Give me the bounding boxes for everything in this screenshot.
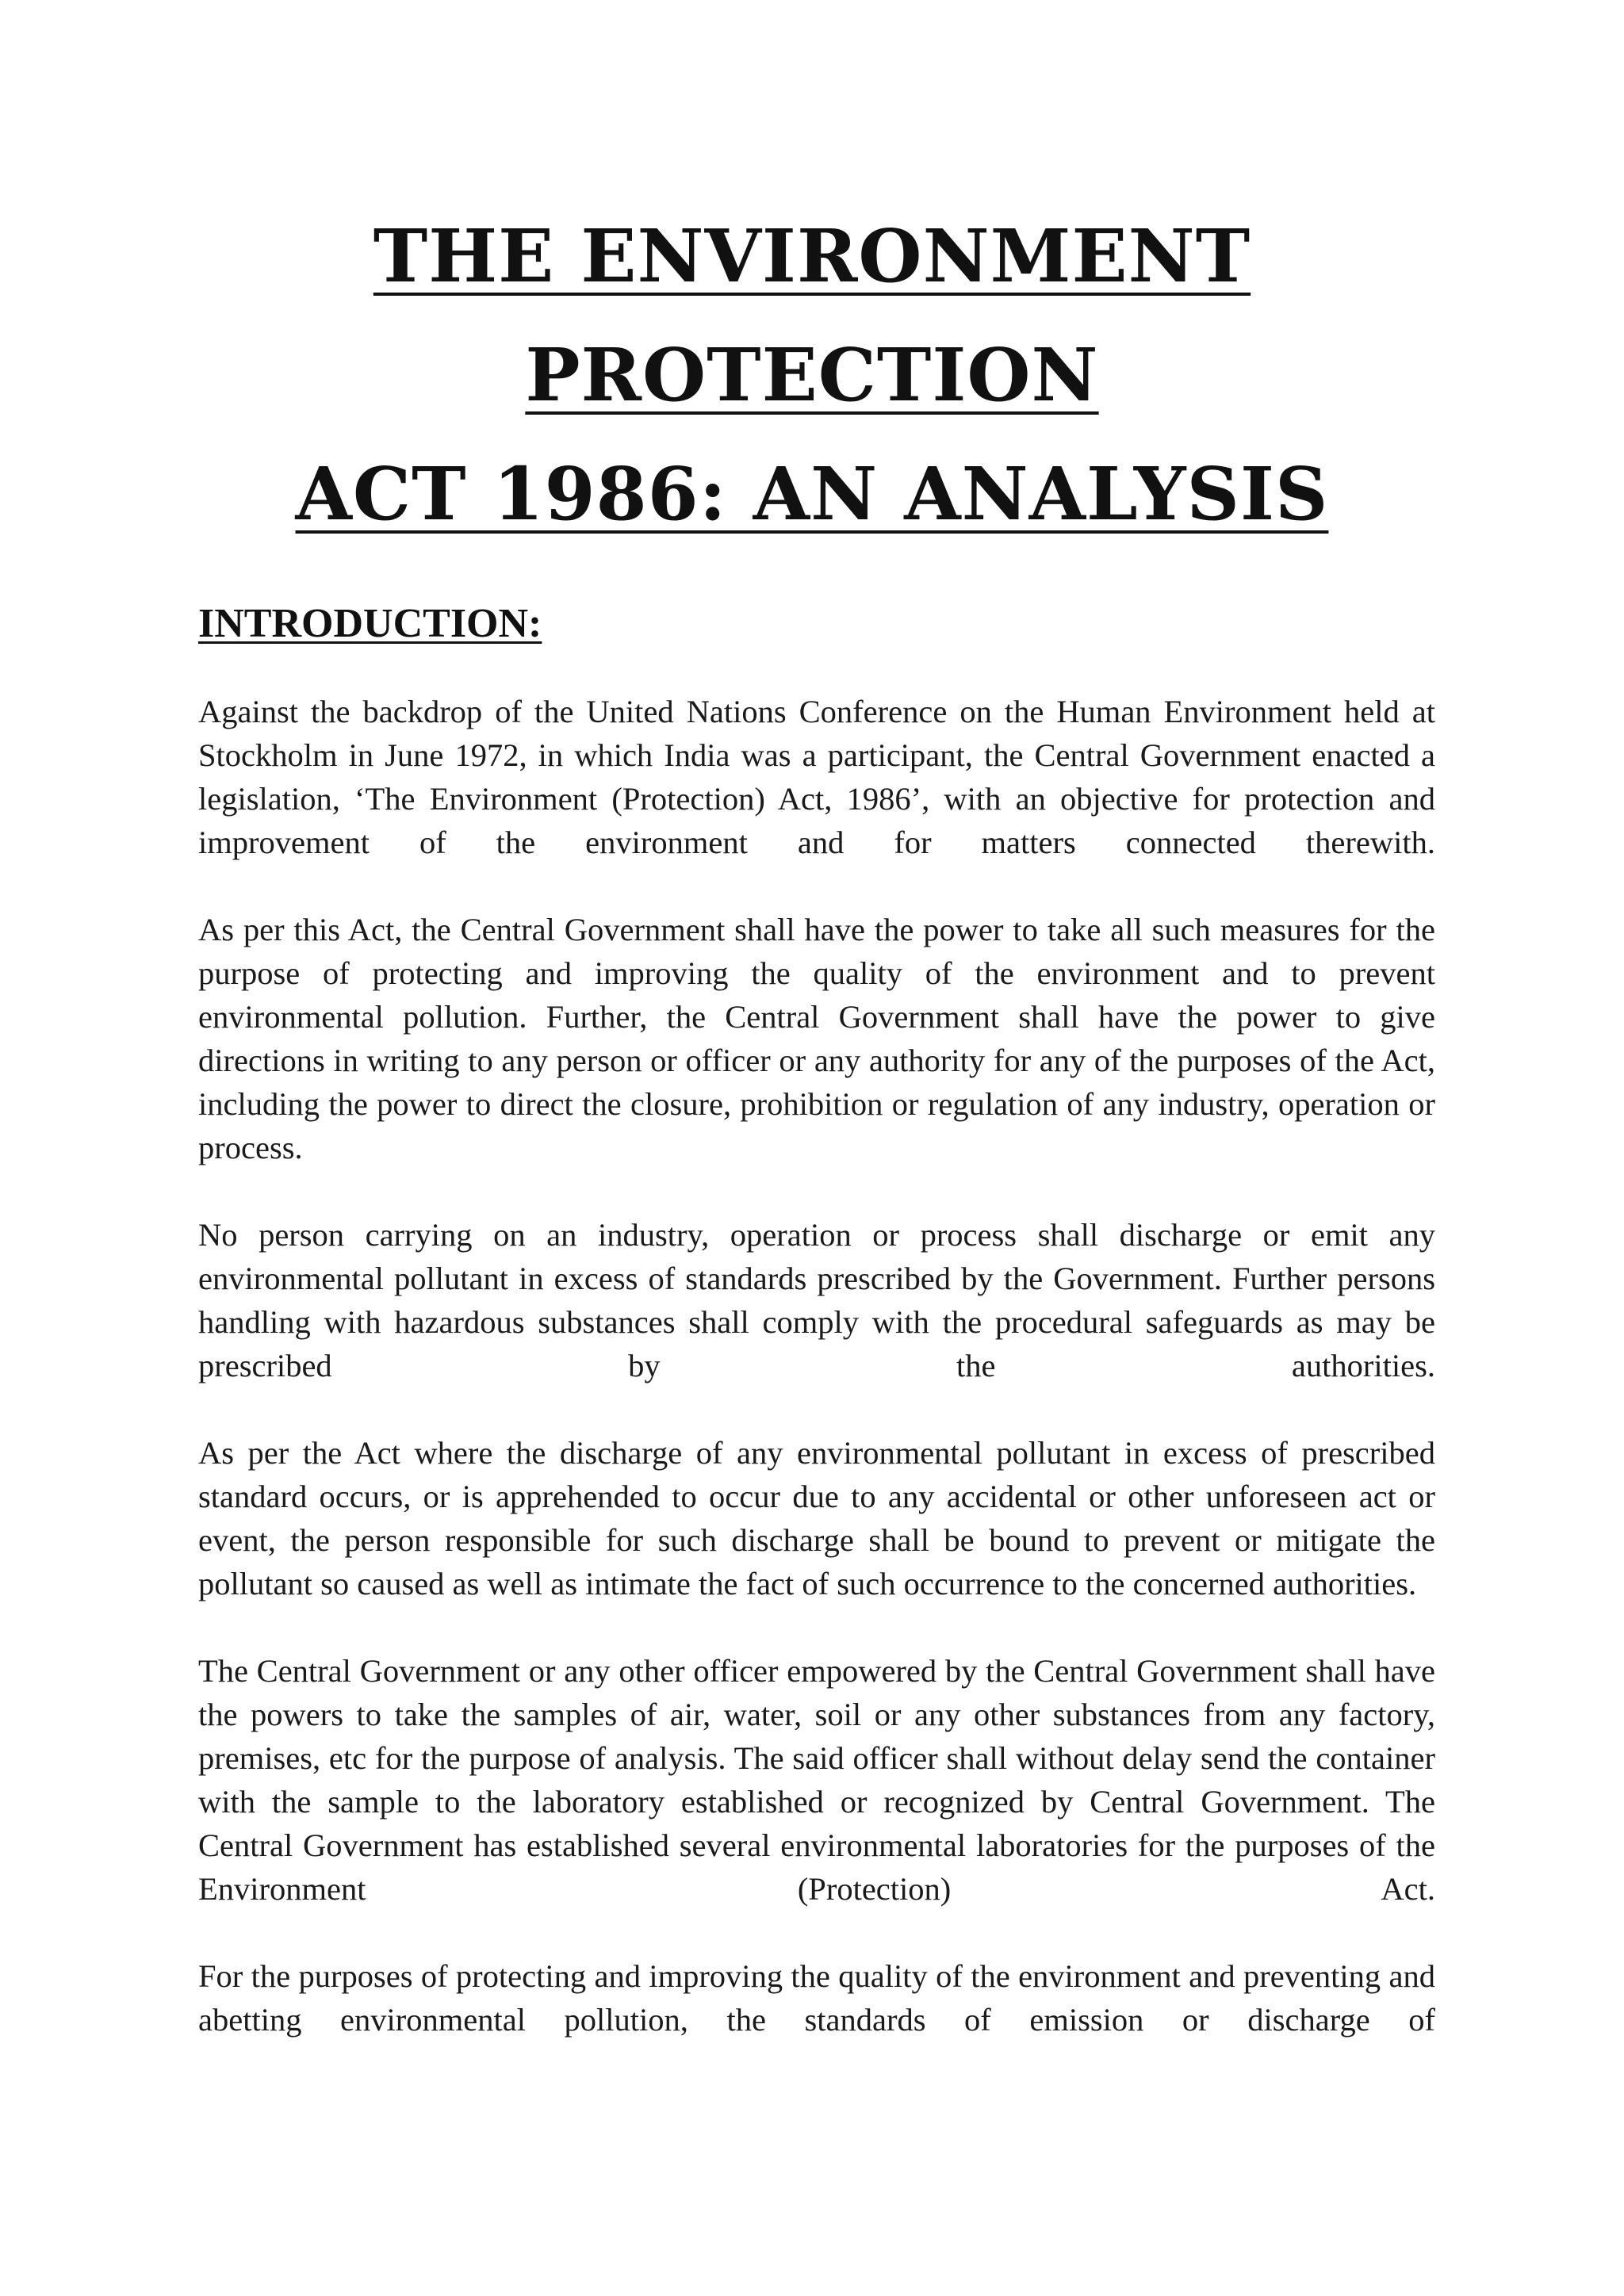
title-line-2: ACT 1986: AN ANALYSIS: [295, 451, 1329, 537]
paragraph-3: No person carrying on an industry, operation or process shall discharge or emit any environmental pollutant in excess of standards prescribed by the Government. Further persons handling with hazardous substances shall comply with the procedural safeguards as may be prescribed by the authorities.: [198, 1217, 1435, 1383]
paragraph-6: For the purposes of protecting and improving the quality of the environment and preventing and abetting environmental pollution, the standards of emission or discharge of: [198, 1958, 1435, 2038]
title-line-1: THE ENVIRONMENT PROTECTION: [373, 213, 1251, 418]
document-body: [198, 690, 1435, 2085]
paragraph-4: As per the Act where the discharge of any environmental pollutant in excess of prescribed standard occurs, or is apprehended to occur due to any accidental or other unforeseen act or event, the person responsible for such discharge shall be bound to prevent or mitigate the pollutant so caused as well as intimate the fact of such occurrence to the concerned authorities.: [198, 1435, 1435, 1601]
paragraph-1: Against the backdrop of the United Nations Conference on the Human Environment held at Stockholm in June 1972, in which India was a participant, the Central Government enacted a legislation, ‘The Environment (Protection) Act, 1986’, with an objective for protection and improvement of the environment and for matters connected therewith.: [198, 694, 1435, 860]
paragraph-2: As per this Act, the Central Government shall have the power to take all such measures for the purpose of protecting and improving the quality of the environment and to prevent environmental pollution. Further, the Central Government shall have the power to give directions in writing to any person or officer or any authority for any of the purposes of the Act, including the power to direct the closure, prohibition or regulation of any industry, operation or process.: [198, 912, 1435, 1165]
document-title: [198, 197, 1426, 553]
paragraph-5: The Central Government or any other officer empowered by the Central Government shall have the powers to take the samples of air, water, soil or any other substances from any factory, premises, etc for the purpose of analysis. The said officer shall without delay send the container with the sample to the laboratory established or recognized by Central Government. The Central Government has established several environmental laboratories for the purposes of the Environment (Protection) Act.: [198, 1653, 1435, 1907]
section-heading-introduction: INTRODUCTION:: [198, 601, 542, 646]
